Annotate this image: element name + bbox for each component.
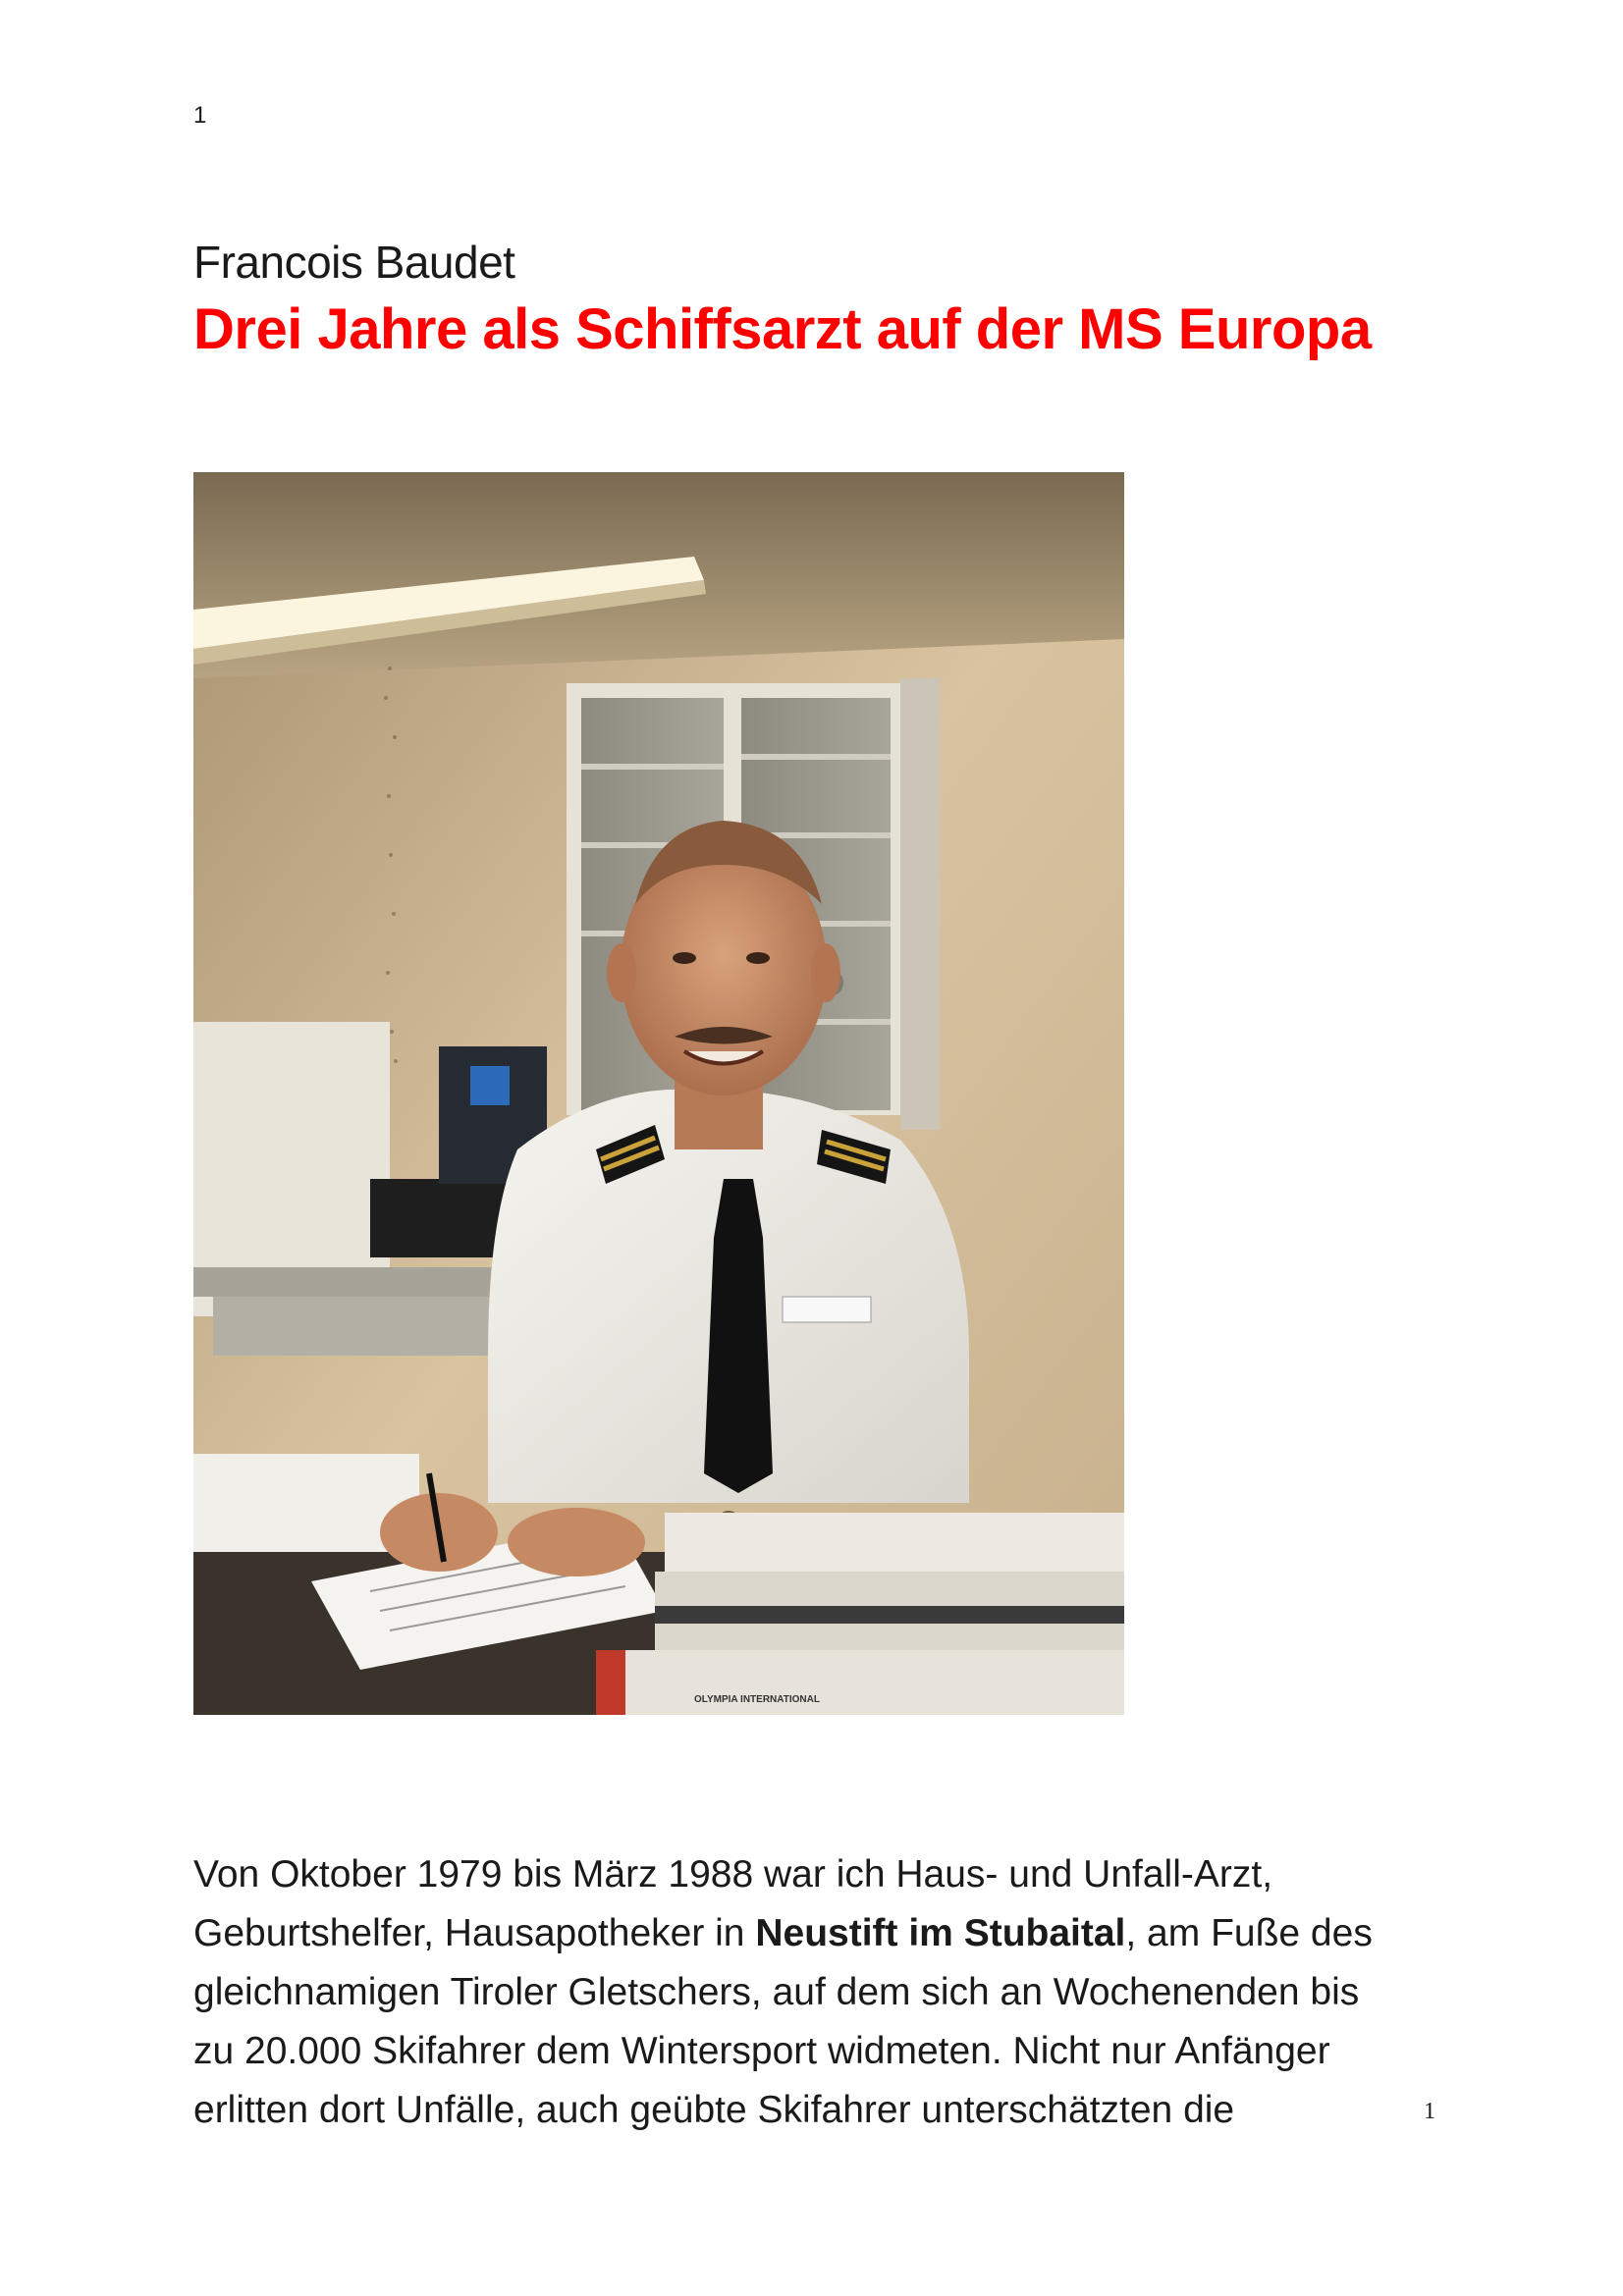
place-name-bold: Neustift im Stubaital (755, 1912, 1126, 1954)
article-title: Drei Jahre als Schiffsarzt auf der MS Europa (193, 297, 1372, 361)
body-line-2 (193, 1904, 1450, 1963)
typewriter-label: OLYMPIA INTERNATIONAL (694, 1694, 820, 1705)
body-line-1: Von Oktober 1979 bis März 1988 war ich Haus- und Unfall-Arzt, (193, 1853, 1273, 1896)
body-line-2-pre: Geburtshelfer, Hausapotheker in (193, 1912, 756, 1954)
body-paragraph (193, 1845, 1450, 2140)
body-line-4: zu 20.000 Skifahrer dem Wintersport widmeten. Nicht nur Anfänger (193, 2030, 1330, 2072)
author-name: Francois Baudet (193, 237, 515, 288)
ship-doctor-photo (193, 472, 1124, 1715)
page-number-top: 1 (193, 102, 207, 129)
body-line-3: gleichnamigen Tiroler Gletschers, auf dem sich an Wochenenden bis (193, 1971, 1360, 2013)
body-line-5: erlitten dort Unfälle, auch geübte Skifahrer unterschätzten die (193, 2089, 1235, 2131)
page-number-bottom: 1 (1424, 2099, 1435, 2124)
body-line-2-post: , am Fuße des (1125, 1912, 1373, 1954)
